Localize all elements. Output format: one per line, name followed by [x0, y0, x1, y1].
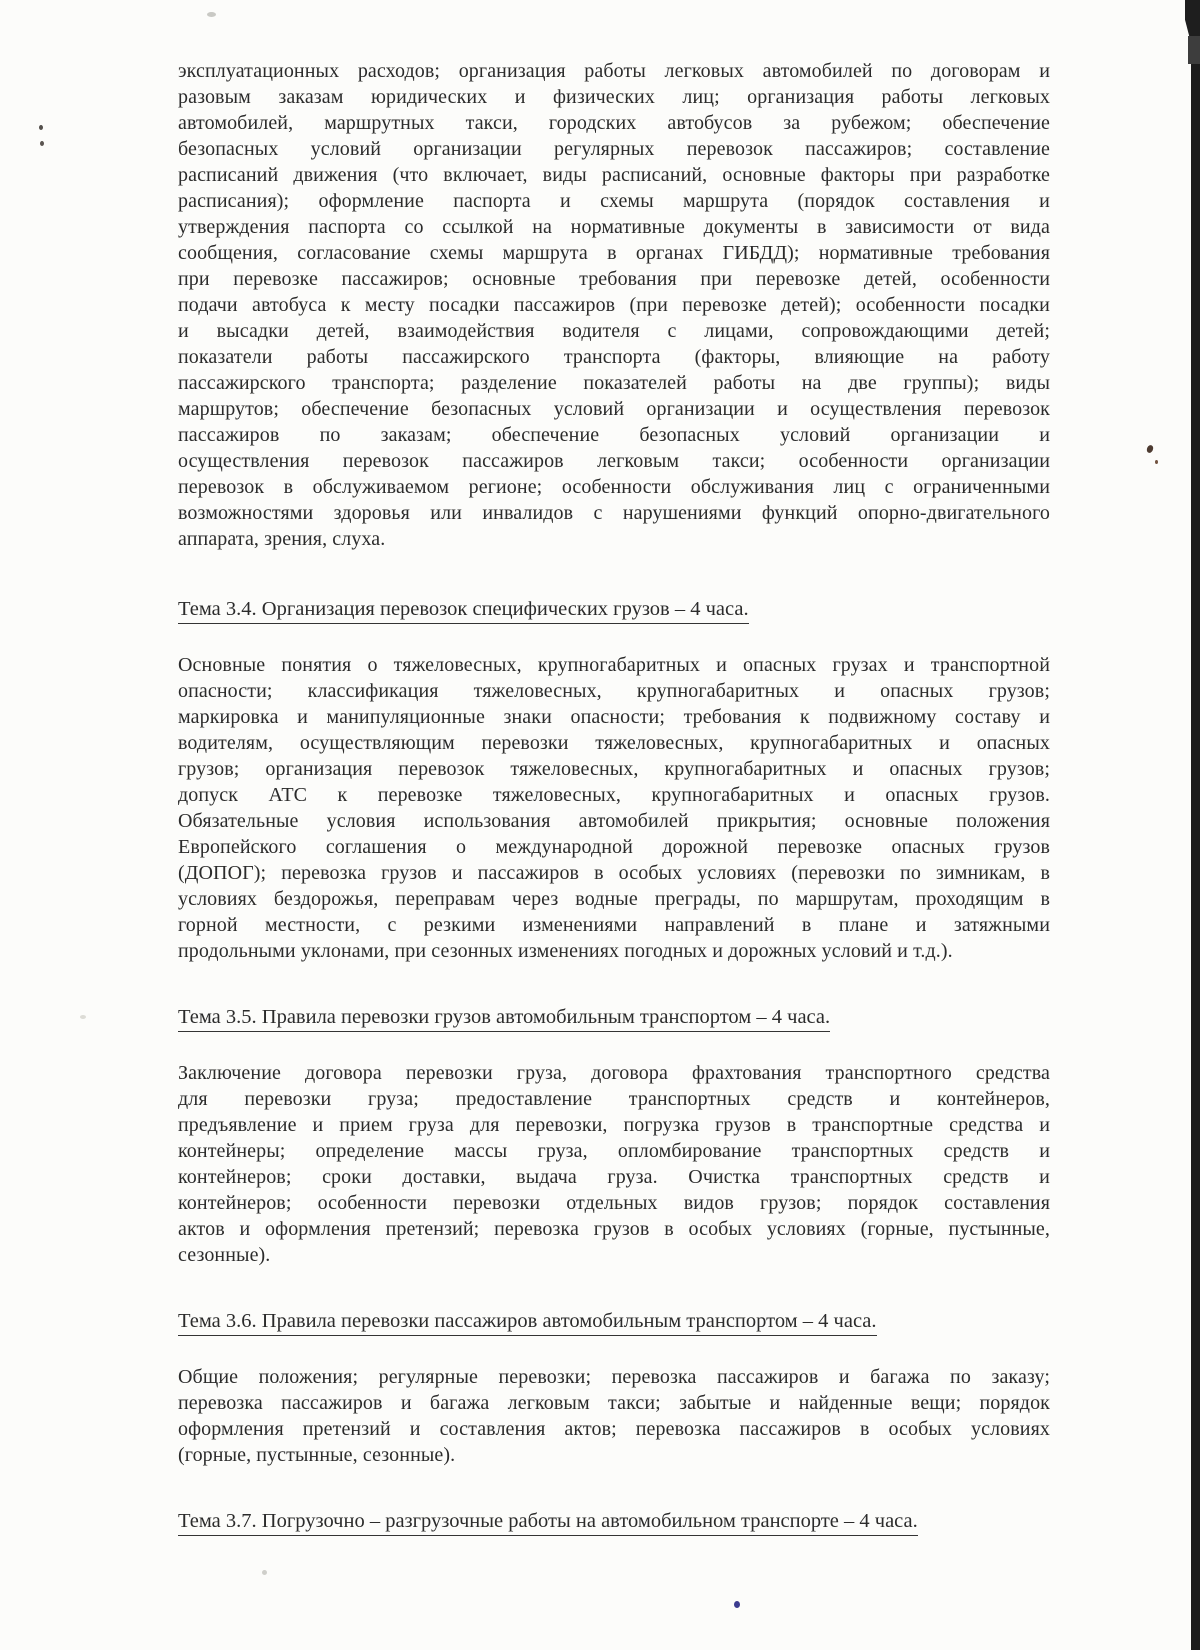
text-line: предъявление и прием груза для перевозки, погрузка грузов в транспортные средства и: [178, 1114, 1050, 1136]
text-line: маршрутов; обеспечение безопасных условий организации и осуществления перевозок: [178, 398, 1050, 420]
heading-tema-3-7: [178, 1508, 1050, 1534]
text-line: перевозок в обслуживаемом регионе; особенности обслуживания лиц с ограниченными: [178, 476, 1050, 498]
paragraph-passenger-transport-topic: [178, 58, 1050, 552]
heading-underlined-text: Тема 3.7. Погрузочно – разгрузочные работы на автомобильном транспорте – 4 часа.: [178, 1510, 918, 1536]
heading-tema-3-4: [178, 596, 1050, 622]
scan-speck: [207, 12, 216, 17]
scanner-edge-corner-shade: [1188, 36, 1200, 64]
text-line: пассажиров по заказам; обеспечение безопасных условий организации и: [178, 424, 1050, 446]
text-line: контейнеров; сроки доставки, выдача груза. Очистка транспортных средств и: [178, 1166, 1050, 1188]
paragraph-tema-3-5: [178, 1060, 1050, 1268]
text-line: сезонные).: [178, 1244, 271, 1266]
scan-speck: [262, 1570, 267, 1575]
scan-speck: [734, 1601, 740, 1608]
text-line: расписания); оформление паспорта и схемы маршрута (порядок составления и: [178, 190, 1050, 212]
text-line: возможностями здоровья или инвалидов с нарушениями функций опорно-двигательного: [178, 502, 1050, 524]
text-line: аппарата, зрения, слуха.: [178, 528, 386, 550]
text-line: актов и оформления претензий; перевозка грузов в особых условиях (горные, пустынные,: [178, 1218, 1050, 1240]
text-line: горной местности, с резкими изменениями направлений в плане и затяжными: [178, 914, 1050, 936]
paragraph-tema-3-6: [178, 1364, 1050, 1468]
text-line: опасности; классификация тяжеловесных, крупногабаритных и опасных грузов;: [178, 680, 1050, 702]
text-line: маркировка и манипуляционные знаки опасности; требования к подвижному составу и: [178, 706, 1050, 728]
text-line: Основные понятия о тяжеловесных, крупногабаритных и опасных грузах и транспортной: [178, 654, 1050, 676]
text-line: контейнеры; определение массы груза, опломбирование транспортных средств и: [178, 1140, 1050, 1162]
heading-underlined-text: Тема 3.5. Правила перевозки грузов автомобильным транспортом – 4 часа.: [178, 1006, 830, 1032]
paragraph-tema-3-4: [178, 652, 1050, 964]
text-line: сообщения, согласование схемы маршрута в органах ГИБДД); нормативные требования: [178, 242, 1050, 264]
text-line: водителям, осуществляющим перевозки тяжеловесных, крупногабаритных и опасных: [178, 732, 1050, 754]
text-line: (горные, пустынные, сезонные).: [178, 1444, 456, 1466]
scan-speck: [1146, 444, 1155, 454]
text-line: осуществления перевозок пассажиров легковым такси; особенности организации: [178, 450, 1050, 472]
text-line: показатели работы пассажирского транспорта (факторы, влияющие на работу: [178, 346, 1050, 368]
heading-tema-3-6: [178, 1308, 1050, 1334]
text-line: перевозка пассажиров и багажа легковым такси; забытые и найденные вещи; порядок: [178, 1392, 1050, 1414]
text-line: Заключение договора перевозки груза, договора фрахтования транспортного средства: [178, 1062, 1050, 1084]
heading-underlined-text: Тема 3.6. Правила перевозки пассажиров автомобильным транспортом – 4 часа.: [178, 1310, 877, 1336]
text-line: Обязательные условия использования автомобилей прикрытия; основные положения: [178, 810, 1050, 832]
text-line: и высадки детей, взаимодействия водителя с лицами, сопровождающими детей;: [178, 320, 1050, 342]
text-line: пассажирского транспорта; разделение показателей работы на две группы); виды: [178, 372, 1050, 394]
text-line: допуск АТС к перевозке тяжеловесных, крупногабаритных и опасных грузов.: [178, 784, 1050, 806]
text-line: утверждения паспорта со ссылкой на нормативные документы в зависимости от вида: [178, 216, 1050, 238]
text-line: Европейского соглашения о международной дорожной перевозке опасных грузов: [178, 836, 1050, 858]
text-line: подачи автобуса к месту посадки пассажиров (при перевозке детей); особенности посадки: [178, 294, 1050, 316]
text-line: разовым заказам юридических и физических лиц; организация работы легковых: [178, 86, 1050, 108]
heading-underlined-text: Тема 3.4. Организация перевозок специфических грузов – 4 часа.: [178, 598, 749, 624]
text-line: для перевозки груза; предоставление транспортных средств и контейнеров,: [178, 1088, 1050, 1110]
scan-speck: [39, 125, 43, 130]
text-line: при перевозке пассажиров; основные требования при перевозке детей, особенности: [178, 268, 1050, 290]
document-text-block: [178, 58, 1050, 1564]
text-line: грузов; организация перевозок тяжеловесных, крупногабаритных и опасных грузов;: [178, 758, 1050, 780]
text-line: эксплуатационных расходов; организация работы легковых автомобилей по договорам и: [178, 60, 1050, 82]
text-line: (ДОПОГ); перевозка грузов и пассажиров в особых условиях (перевозки по зимникам, в: [178, 862, 1050, 884]
heading-tema-3-5: [178, 1004, 1050, 1030]
text-line: условиях бездорожья, переправам через водные преграды, по маршрутам, проходящим в: [178, 888, 1050, 910]
text-line: контейнеров; особенности перевозки отдельных видов грузов; порядок составления: [178, 1192, 1050, 1214]
scan-speck: [40, 141, 44, 146]
text-line: расписаний движения (что включает, виды расписаний, основные факторы при разработке: [178, 164, 1050, 186]
text-line: Общие положения; регулярные перевозки; перевозка пассажиров и багажа по заказу;: [178, 1366, 1050, 1388]
scanner-edge-strip: [1191, 0, 1200, 1650]
text-line: автомобилей, маршрутных такси, городских автобусов за рубежом; обеспечение: [178, 112, 1050, 134]
text-line: оформления претензий и составления актов; перевозка пассажиров в особых условиях: [178, 1418, 1050, 1440]
scanner-edge-corner: [1185, 0, 1200, 36]
text-line: продольными уклонами, при сезонных изменениях погодных и дорожных условий и т.д.).: [178, 940, 953, 962]
scan-speck: [80, 1015, 86, 1019]
scan-speck: [1155, 460, 1158, 464]
text-line: безопасных условий организации регулярных перевозок пассажиров; составление: [178, 138, 1050, 160]
